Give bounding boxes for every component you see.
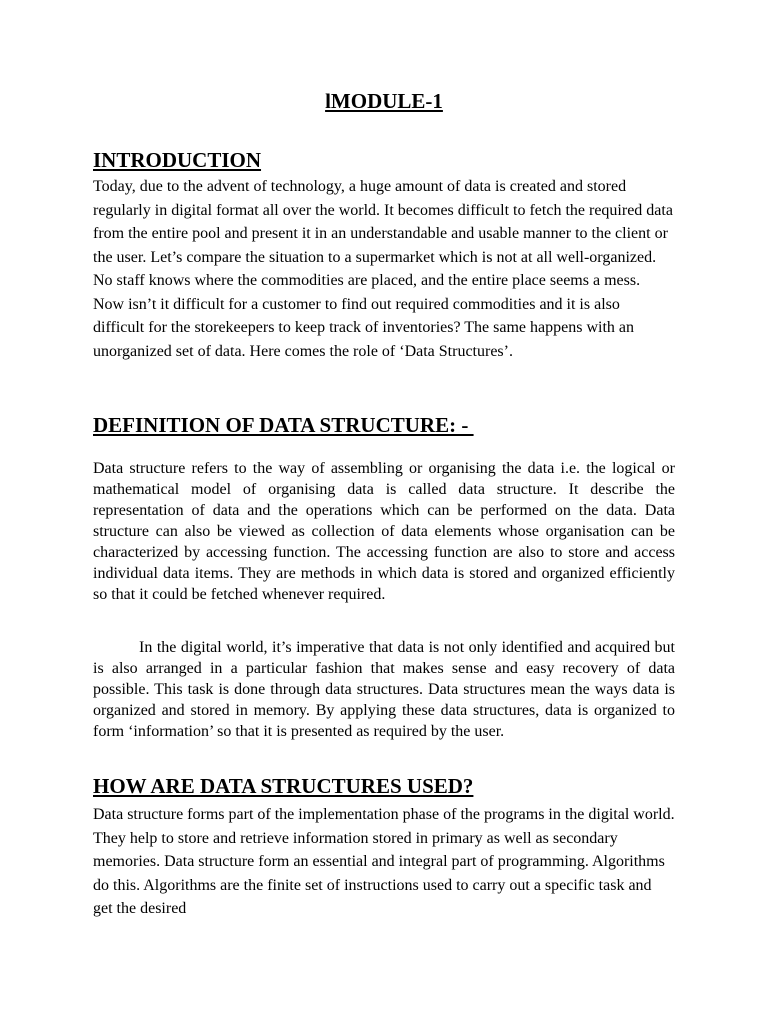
introduction-heading: INTRODUCTION xyxy=(93,148,262,172)
usage-heading: HOW ARE DATA STRUCTURES USED? xyxy=(93,774,474,798)
definition-paragraph-2: In the digital world, it’s imperative that data is not only identified and acquired but is also arranged in a particular fashion that makes sense and easy recovery of data possible. This task is done through data structures. Data structures mean the ways data is organized and stored in memory. By applying these data structures, data is organized to form ‘information’ so that it is presented as required by the user. xyxy=(93,639,675,740)
introduction-paragraph: Today, due to the advent of technology, a huge amount of data is created and stored regularly in digital format all over the world. It becomes difficult to fetch the required data from the entire pool and present it in an understandable and usable manner to the client or the user. Let’s compare the situation to a supermarket which is not at all well-organized. No staff knows where the commodities are placed, and the entire place seems a mess. Now isn’t it difficult for a customer to find out required commodities and it is also difficult for the storekeepers to keep track of inventories? The same happens with an unorganized set of data. Here comes the role of ‘Data Structures’. xyxy=(93,178,673,360)
usage-paragraph: Data structure forms part of the implementation phase of the programs in the digital world. They help to store and retrieve information stored in primary as well as secondary memories. Data structure form an essential and integral part of programming. Algorithms do this. Algorithms are the finite set of instructions used to carry out a specific task and get the desired xyxy=(93,806,675,917)
definition-paragraph-1: Data structure refers to the way of assembling or organising the data i.e. the logical or mathematical model of organising data is called data structure. It describe the representation of data and the operations which can be performed on the data. Data structure can also be viewed as collection of data elements whose organisation can be characterized by accessing function. The accessing function are also to store and access individual data items. They are methods in which data is stored and organized efficiently so that it could be fetched whenever required. xyxy=(93,460,675,603)
module-title: lMODULE-1 xyxy=(325,89,443,113)
definition-heading: DEFINITION OF DATA STRUCTURE: - xyxy=(93,413,474,437)
